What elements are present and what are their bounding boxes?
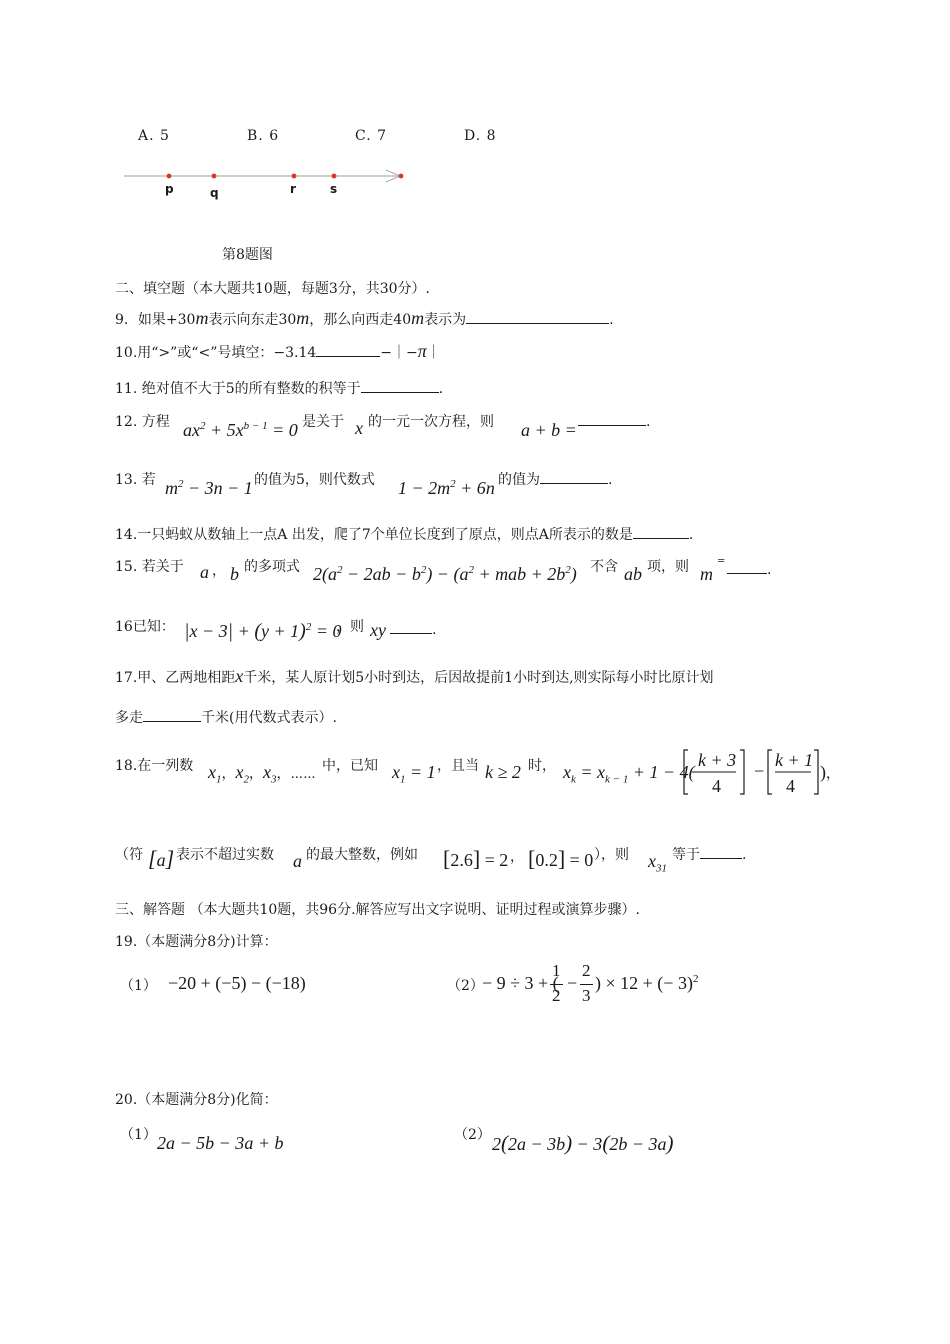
q18b-bracket-a: [a] <box>148 846 175 871</box>
answer-blank[interactable] <box>361 378 439 393</box>
q18-numerator-2: k + 1 <box>775 750 814 770</box>
q19-frac2-num: 2 <box>582 961 591 980</box>
option-b: B. 6 <box>247 128 280 144</box>
q15-blank: . <box>727 559 771 578</box>
option-d: D. 8 <box>464 128 497 144</box>
point-q <box>212 174 217 179</box>
answer-blank[interactable] <box>466 309 609 324</box>
q15-a: a <box>200 562 209 582</box>
figure-caption: 第8题图 <box>222 247 273 263</box>
section2-title: 二、填空题（本大题共10题，每题3分，共30分）. <box>115 281 430 297</box>
q19-frac1-bar <box>550 984 563 985</box>
q13-text-b: 的值为5，则代数式 <box>254 472 375 488</box>
q18b-example-1: [2.6] = 2 <box>443 846 509 871</box>
q18-sequence: $x_1$，$x_2$，$x_3$，⋯⋯ <box>208 762 316 786</box>
point-end <box>399 174 404 179</box>
q20-part2-expr: 2(2a − 3b) − 3(2b − 3a) <box>492 1131 674 1155</box>
q13-expr1: $m^2 - 3n - 1$ <box>165 478 253 498</box>
question-15-label: 15. 若关于 <box>115 559 184 575</box>
label-p: p <box>165 182 174 196</box>
q18-close: )， <box>820 762 840 782</box>
q19-title: 19.（本题满分8分)计算： <box>115 934 278 950</box>
q18-k: k ≥ 2 <box>485 762 521 782</box>
question-18-label: 18.在一列数 <box>115 758 194 774</box>
section3-title: 三、解答题 （本大题共10题，共96分.解答应写出文字说明、证明过程或演算步骤）. <box>115 902 640 918</box>
svg-text:−: − <box>754 761 765 781</box>
q18b-example-2: [0.2] = 0 <box>528 846 594 871</box>
q18b-text-c: 的最大整数，例如 <box>306 847 418 863</box>
q15-m: m <box>700 564 713 584</box>
q18-denominator-1: 4 <box>712 776 721 796</box>
label-q: q <box>210 186 219 200</box>
q12-text-b: 是关于 <box>302 414 344 430</box>
q18b-a: a <box>293 851 302 871</box>
q15-text-c: 不含 <box>590 559 618 575</box>
point-s <box>332 174 337 179</box>
q15-polynomial: $2(a^2 - 2ab - b^2) - (a^2$ + mab + $2b^2$) <box>313 564 577 584</box>
q15-sep: ， <box>212 563 226 579</box>
q13-text-c: 的值为 . <box>498 469 612 489</box>
question-13-label: 13. 若 <box>115 472 156 488</box>
q20-part2-label: （2） <box>454 1127 491 1143</box>
q19-frac1-num: 1 <box>552 961 561 980</box>
q18-x1: $x_1 = 1$ <box>392 762 436 786</box>
question-16-label: 16已知： <box>115 619 175 635</box>
q18b-label: （符 <box>115 847 143 863</box>
q20-part1-expr: 2a − 5b − 3a + b <box>157 1133 284 1153</box>
answer-blank[interactable] <box>700 844 742 859</box>
label-s: s <box>330 182 338 196</box>
q19-part2-expr-b: ) × 12 + (− 3)$^2$ <box>595 973 699 993</box>
q16-blank: . <box>390 619 436 638</box>
q16-xy: xy <box>370 620 386 640</box>
answer-blank[interactable] <box>143 707 201 722</box>
q18-denominator-2: 4 <box>786 776 795 796</box>
q18-formula-left: $x_k = x_{k - 1} + 1 - 4$( <box>563 762 695 786</box>
label-r: r <box>290 182 296 196</box>
q16-equation: $|x - 3| + (y + 1)^2 = 0$ <box>184 620 342 642</box>
option-a: A. 5 <box>138 128 170 144</box>
q19-frac2-den: 3 <box>582 986 591 1005</box>
q12-x: x <box>355 418 363 438</box>
q19-frac2-bar <box>580 984 593 985</box>
q19-part2-expr-a: − 9 ÷ 3 + ( <box>482 973 559 993</box>
q15-b: b <box>230 564 239 584</box>
q19-part1-label: （1） <box>120 978 157 994</box>
q15-eq: = <box>717 556 726 567</box>
q18b-sep: ， <box>510 849 524 865</box>
point-p <box>167 174 172 179</box>
q18-numerator-1: k + 3 <box>698 750 737 770</box>
q12-text-c: 的一元一次方程，则 <box>368 414 494 430</box>
question-10: 10.用“>”或“<”号填空：−3.14 −｜−π｜ <box>115 341 441 361</box>
question-14: 14.一只蚂蚁从数轴上一点A 出发，爬了7个单位长度到了原点，则点A所表示的数是 . <box>115 524 693 544</box>
question-17-line2: 多走 千米(用代数式表示）. <box>115 707 337 727</box>
q12-equation: $ax^2 + 5x^{b - 1} = 0$ <box>183 420 298 440</box>
q20-part1-label: （1） <box>120 1127 157 1143</box>
q12-blank: . <box>578 411 650 430</box>
answer-blank[interactable] <box>540 469 608 484</box>
question-12-label: 12. 方程 <box>115 414 170 430</box>
answer-blank[interactable] <box>633 524 689 539</box>
q18-text-b: 中，已知 <box>322 758 378 774</box>
option-c: C. 7 <box>355 128 388 144</box>
point-r <box>292 174 297 179</box>
q16-text-b: ，则 <box>336 619 364 635</box>
q18b-text-e: 等于 . <box>672 844 746 864</box>
q20-title: 20.（本题满分8分)化简： <box>115 1092 278 1108</box>
q12-expr: a + b = <box>521 420 577 440</box>
answer-blank[interactable] <box>390 619 432 634</box>
q19-part2-label: （2） <box>447 978 484 994</box>
q13-expr2: $1 - 2m^2 + 6n$ <box>398 478 495 498</box>
answer-blank[interactable] <box>727 559 767 574</box>
q18-text-d: 时， <box>528 758 556 774</box>
q18b-x31: $x_{31}$ <box>648 851 667 875</box>
question-11: 11. 绝对值不大于5的所有整数的积等于 . <box>115 378 443 398</box>
answer-blank[interactable] <box>316 342 380 357</box>
q18b-text-d: ），则 <box>594 847 629 863</box>
q19-minus: − <box>567 973 578 993</box>
q15-text-d: 项，则 <box>647 559 689 575</box>
q18b-text-b: 表示不超过实数 <box>176 847 274 863</box>
q15-text-b: 的多项式 <box>244 559 300 575</box>
q19-part1-expr: −20 + (−5) − (−18) <box>168 973 306 993</box>
question-17-line1: 17.甲、乙两地相距x千米，某人原计划5小时到达，后因故提前1小时到达,则实际每小时比原计划 <box>115 666 714 686</box>
question-9: 9．如果+30m表示向东走30m，那么向西走40m表示为 . <box>115 308 614 328</box>
q18-text-c: ，且当 <box>437 758 479 774</box>
q19-frac1-den: 2 <box>552 986 561 1005</box>
answer-blank[interactable] <box>578 411 646 426</box>
q15-ab: ab <box>624 564 642 584</box>
